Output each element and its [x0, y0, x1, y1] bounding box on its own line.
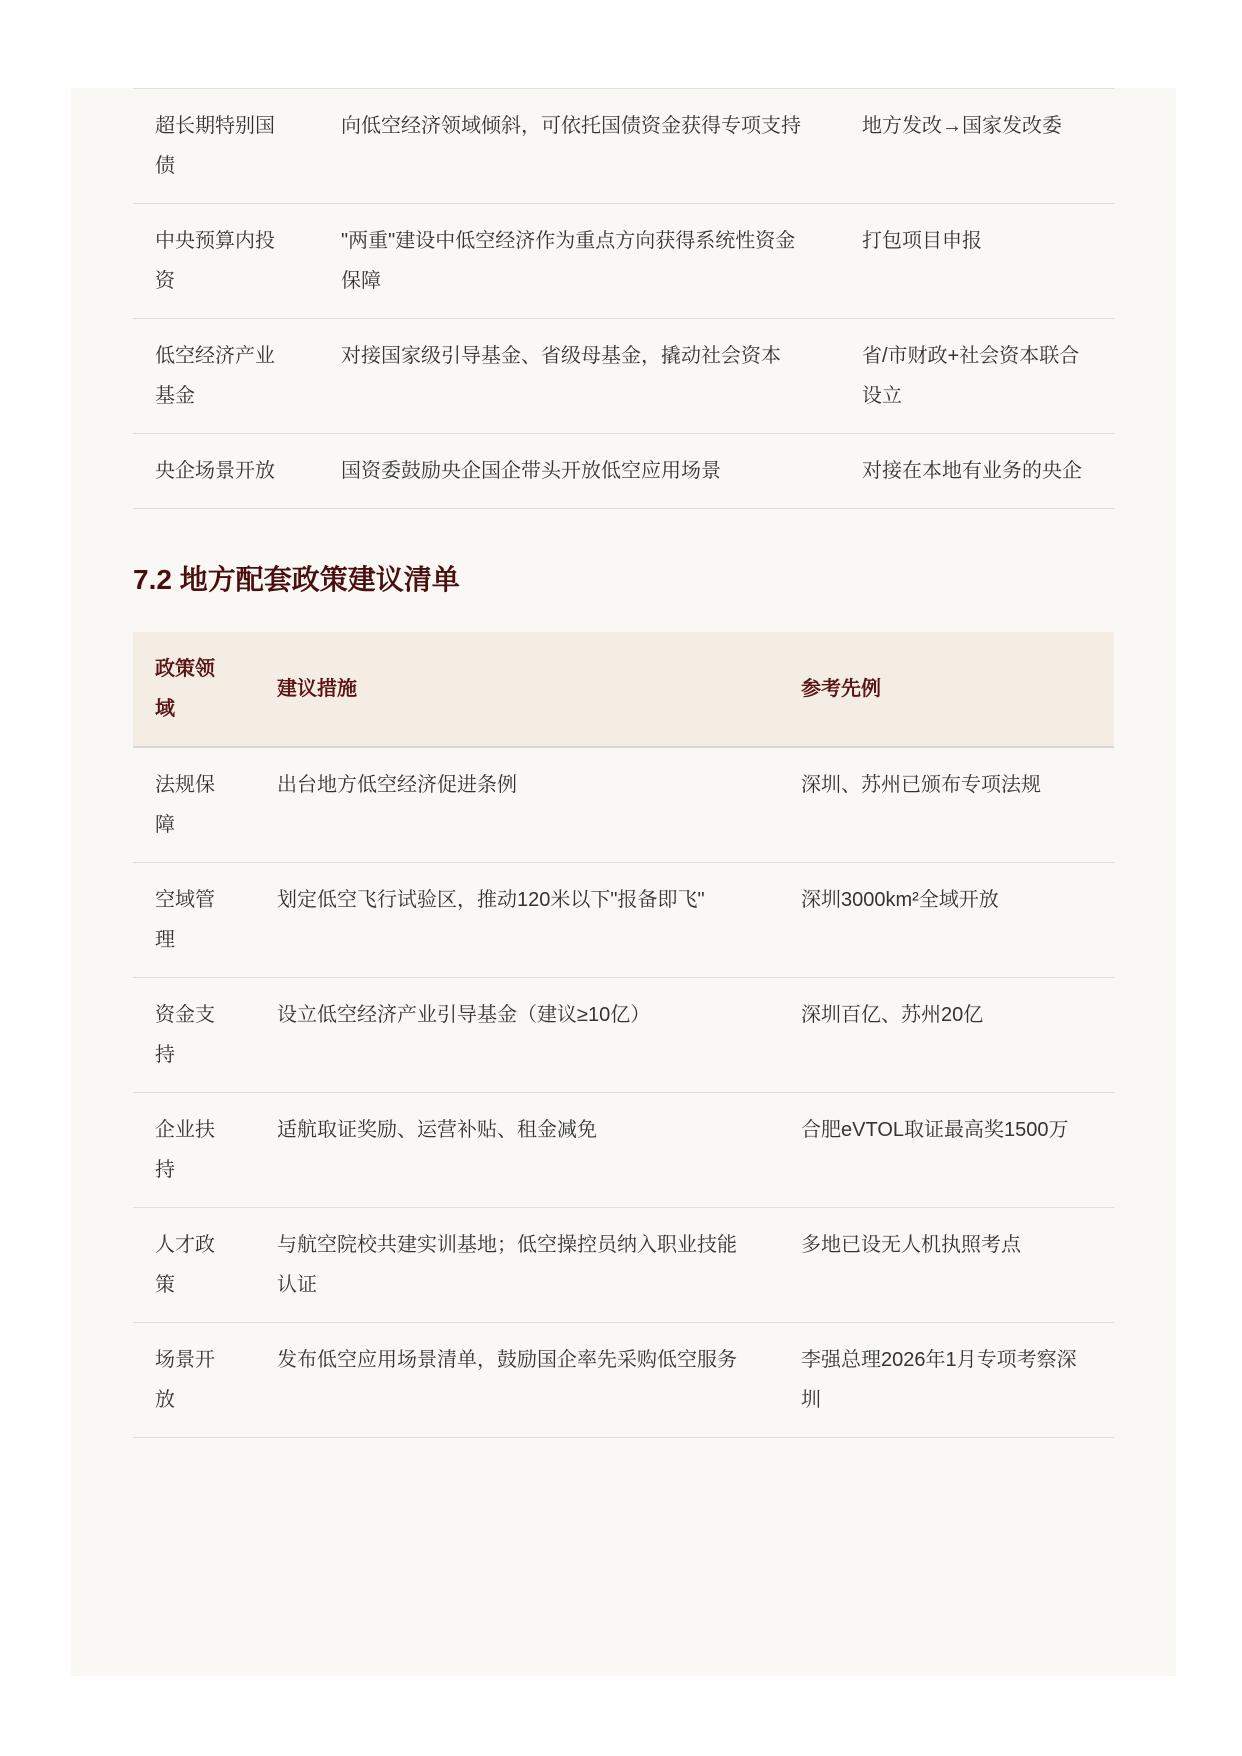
route-cell: 地方发改→国家发改委	[862, 115, 1062, 137]
channel-cell: 低空经济产业基金	[155, 345, 275, 407]
channel-cell: 央企场景开放	[155, 460, 275, 482]
description-cell: "两重"建设中低空经济作为重点方向获得系统性资金保障	[341, 230, 796, 292]
policy-row	[133, 1093, 1114, 1208]
table-row	[133, 89, 1114, 204]
precedent-cell: 深圳3000km²全域开放	[801, 889, 999, 911]
table-row	[133, 319, 1114, 434]
measure-cell: 与航空院校共建实训基地；低空操控员纳入职业技能认证	[277, 1234, 737, 1296]
header-precedents: 参考先例	[801, 678, 881, 700]
policy-row	[133, 863, 1114, 978]
measure-cell: 设立低空经济产业引导基金（建议≥10亿）	[277, 1004, 651, 1026]
measure-cell: 出台地方低空经济促进条例	[277, 774, 517, 796]
precedent-cell: 多地已设无人机执照考点	[801, 1234, 1021, 1256]
policy-row	[133, 1323, 1114, 1438]
policy-area-cell: 场景开放	[155, 1349, 215, 1411]
route-cell: 省/市财政+社会资本联合设立	[862, 345, 1080, 407]
policy-area-cell: 人才政策	[155, 1234, 215, 1296]
measure-cell: 适航取证奖励、运营补贴、租金减免	[277, 1119, 597, 1141]
local-policy-table	[133, 632, 1114, 1438]
precedent-cell: 深圳百亿、苏州20亿	[801, 1004, 984, 1026]
policy-area-cell: 资金支持	[155, 1004, 215, 1066]
policy-area-cell: 法规保障	[155, 774, 215, 836]
description-cell: 向低空经济领域倾斜，可依托国债资金获得专项支持	[341, 115, 801, 137]
policy-row	[133, 1208, 1114, 1323]
channel-cell: 中央预算内投资	[155, 230, 275, 292]
description-cell: 对接国家级引导基金、省级母基金，撬动社会资本	[341, 345, 781, 367]
precedent-cell: 深圳、苏州已颁布专项法规	[801, 774, 1041, 796]
policy-area-cell: 企业扶持	[155, 1119, 215, 1181]
measure-cell: 发布低空应用场景清单，鼓励国企率先采购低空服务	[277, 1349, 737, 1371]
table-row	[133, 204, 1114, 319]
precedent-cell: 合肥eVTOL取证最高奖1500万	[801, 1119, 1069, 1141]
route-cell: 对接在本地有业务的央企	[862, 460, 1082, 482]
table-row	[133, 434, 1114, 509]
header-policy-area: 政策领域	[155, 658, 215, 720]
policy-row	[133, 748, 1114, 863]
measure-cell: 划定低空飞行试验区，推动120米以下"报备即飞"	[277, 889, 705, 911]
channel-cell: 超长期特别国债	[155, 115, 275, 177]
header-measures: 建议措施	[277, 678, 357, 700]
policy-area-cell: 空域管理	[155, 889, 215, 951]
section-heading: 7.2 地方配套政策建议清单	[133, 564, 460, 595]
precedent-cell: 李强总理2026年1月专项考察深圳	[801, 1349, 1077, 1411]
table-header-row	[133, 632, 1114, 748]
route-cell: 打包项目申报	[862, 230, 982, 252]
description-cell: 国资委鼓励央企国企带头开放低空应用场景	[341, 460, 721, 482]
funding-channel-table	[133, 88, 1114, 509]
policy-row	[133, 978, 1114, 1093]
